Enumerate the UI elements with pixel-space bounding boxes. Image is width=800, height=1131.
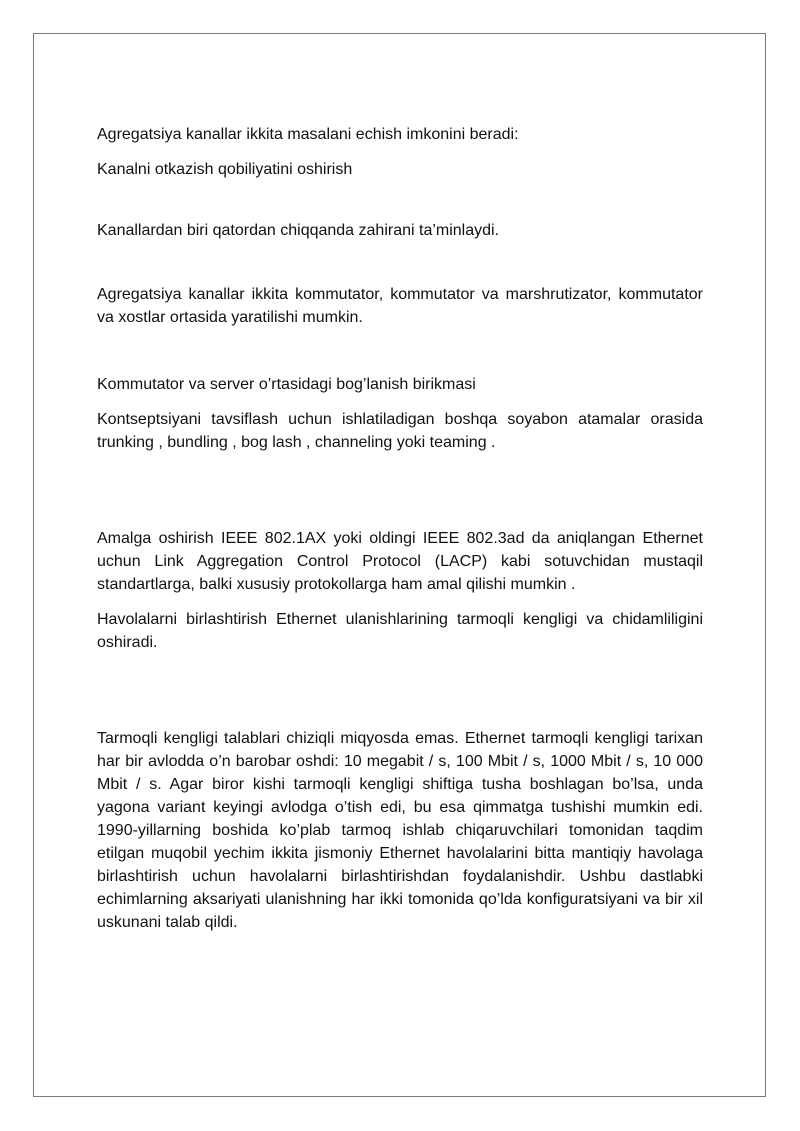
paragraph-2: Kanalni otkazish qobiliyatini oshirish <box>97 161 353 178</box>
paragraph-3: Kanallardan biri qatordan chiqqanda zahirani ta’minlaydi. <box>97 222 500 239</box>
document-body <box>97 123 703 934</box>
paragraph-5: Kommutator va server o’rtasidagi bog’lanish birikmasi <box>97 376 476 393</box>
paragraph-8: Havolalarni birlashtirish Ethernet ulanishlarining tarmoqli kengligi va chidamliligini oshiradi. <box>97 611 703 651</box>
paragraph-6: Kontseptsiyani tavsiflash uchun ishlatiladigan boshqa soyabon atamalar orasida trunking , bundling , bog lash , channeling yoki teaming . <box>97 411 703 451</box>
paragraph-1: Agregatsiya kanallar ikkita masalani echish imkonini beradi: <box>97 126 519 143</box>
paragraph-4: Agregatsiya kanallar ikkita kommutator, kommutator va marshrutizator, kommutator va xostlar ortasida yaratilishi mumkin. <box>97 286 703 326</box>
paragraph-7: Amalga oshirish IEEE 802.1AX yoki oldingi IEEE 802.3ad da aniqlangan Ethernet uchun Link Aggregation Control Protocol (LACP) kabi sotuvchidan mustaqil standartlarga, balki xususiy protokollarga ham amal qilishi mumkin . <box>97 530 703 593</box>
paragraph-9: Tarmoqli kengligi talablari chiziqli miqyosda emas. Ethernet tarmoqli kengligi tarixan har bir avlodda o’n barobar oshdi: 10 megabit / s, 100 Mbit / s, 1000 Mbit / s, 10 000 Mbit / s. Agar biror kishi tarmoqli kengligi shiftiga tusha boshlagan bo’lsa, unda yagona variant keyingi avlodga o’tish edi, bu esa qimmatga tushishi mumkin edi. 1990-yillarning boshida ko’plab tarmoq ishlab chiqaruvchilari tomonidan taqdim etilgan muqobil yechim ikkita jismoniy Ethernet havolalarini bitta mantiqiy havolaga birlashtirish uchun havolalarni birlashtirishdan foydalanishdir. Ushbu dastlabki echimlarning aksariyati ulanishning har ikki tomonida qo’lda konfiguratsiyani va bir xil uskunani talab qildi. <box>97 730 703 931</box>
